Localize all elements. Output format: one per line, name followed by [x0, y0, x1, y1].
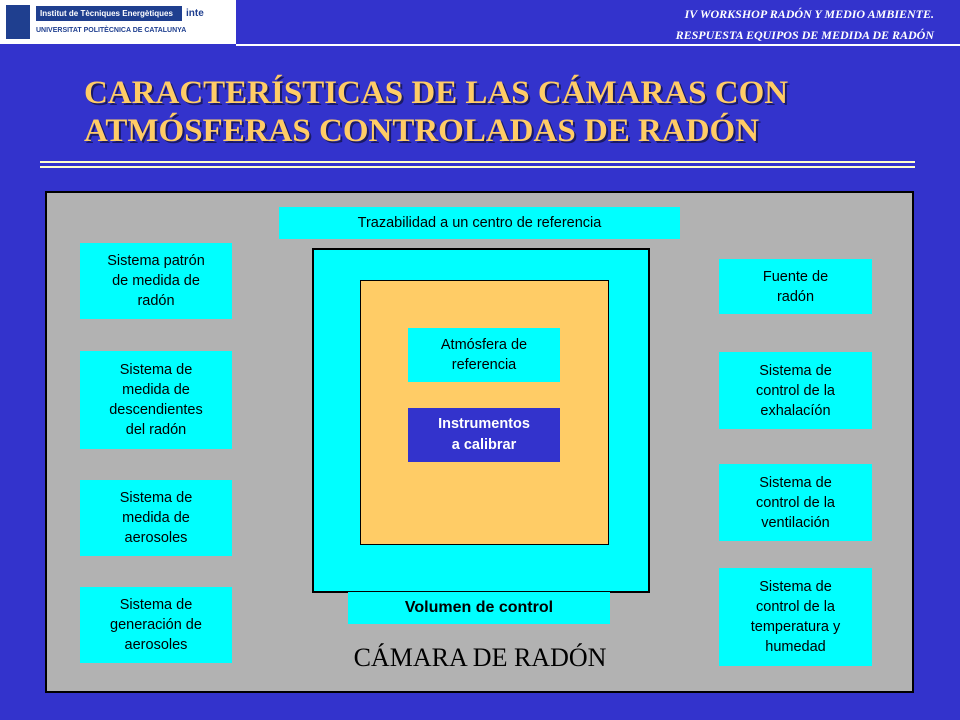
institute-logo: [0, 0, 236, 44]
title-underline-top: [40, 161, 915, 163]
header-line-2: RESPUESTA EQUIPOS DE MEDIDA DE RADÓN: [675, 28, 934, 42]
ventilation-control-box: Sistema de control de la ventilación: [719, 464, 872, 541]
reference-atmosphere-box: Atmósfera de referencia: [408, 328, 560, 382]
logo-short-name: inte: [186, 8, 204, 19]
radon-chamber-label: CÁMARA DE RADÓN: [353, 643, 607, 672]
logo-university-name: UNIVERSITAT POLITÈCNICA DE CATALUNYA: [36, 27, 187, 34]
aerosol-generation-box: Sistema de generación de aerosoles: [80, 587, 232, 663]
title-line-2: ATMÓSFERAS CONTROLADAS DE RADÓN: [84, 113, 760, 149]
control-volume-label: Volumen de control: [348, 592, 610, 624]
header-divider: [236, 44, 960, 46]
standard-radon-measurement-box: Sistema patrón de medida de radón: [80, 243, 232, 319]
exhalation-control-box: Sistema de control de la exhalacíón: [719, 352, 872, 429]
radon-progeny-measurement-box: Sistema de medida de descendientes del radón: [80, 351, 232, 449]
title-underline-bottom: [40, 166, 915, 168]
slide-title: [84, 74, 924, 150]
traceability-box: Trazabilidad a un centro de referencia: [279, 207, 680, 239]
instruments-to-calibrate-box: Instrumentos a calibrar: [408, 408, 560, 462]
radon-source-box: Fuente de radón: [719, 259, 872, 314]
header-line-1: IV WORKSHOP RADÓN Y MEDIO AMBIENTE.: [684, 7, 934, 21]
title-line-1: CARACTERÍSTICAS DE LAS CÁMARAS CON: [84, 75, 789, 111]
aerosol-measurement-box: Sistema de medida de aerosoles: [80, 480, 232, 556]
temperature-humidity-control-box: Sistema de control de la temperatura y humedad: [719, 568, 872, 666]
upc-emblem-icon: [6, 5, 30, 39]
workshop-header: [534, 4, 934, 46]
logo-institute-name: Institut de Tècniques Energètiques: [36, 6, 182, 21]
